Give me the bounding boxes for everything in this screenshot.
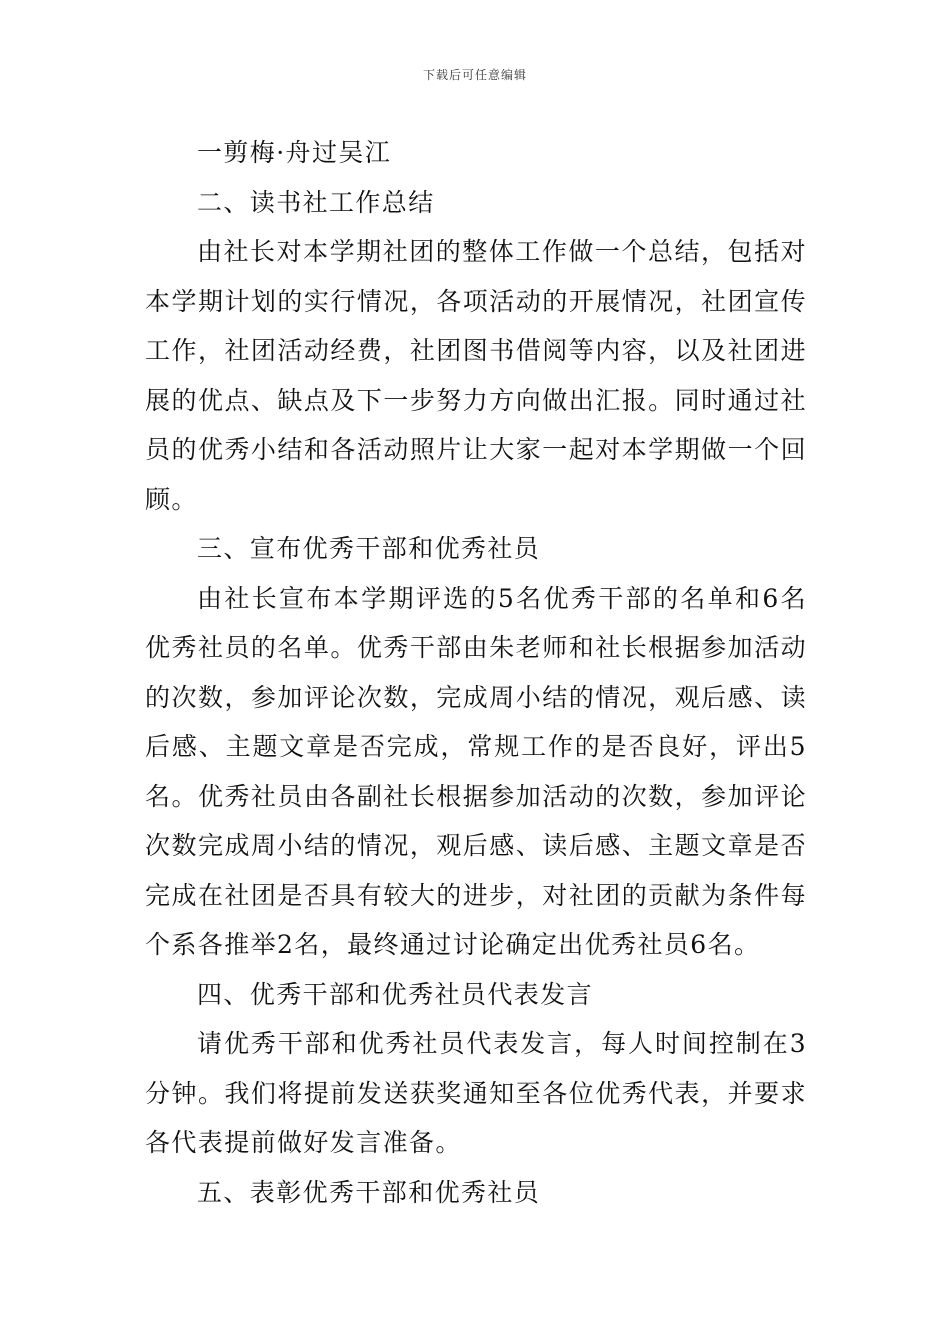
poem-title: 一剪梅·舟过吴江 (197, 138, 392, 167)
section-4-paragraph: 请优秀干部和优秀社员代表发言，每人时间控制在3分钟。我们将提前发送获奖通知至各位优秀代表，并要求各代表提前做好发言准备。 (145, 1029, 807, 1157)
section-heading-5: 五、表彰优秀干部和优秀社员 (197, 1177, 541, 1207)
section-heading-3: 三、宣布优秀干部和优秀社员 (197, 534, 541, 563)
section-heading-4: 四、优秀干部和优秀社员代表发言 (197, 979, 594, 1009)
page-header: 下载后可任意编辑 (422, 68, 527, 82)
document-body (145, 128, 807, 1217)
section-2-paragraph: 由社长对本学期社团的整体工作做一个总结，包括对本学期计划的实行情况，各项活动的开展情况，社团宣传工作，社团活动经费，社团图书借阅等内容，以及社团进展的优点、缺点及下一步努力方向做出汇报。同时通过社员的优秀小结和各活动照片让大家一起对本学期做一个回顾。 (145, 237, 807, 514)
section-heading-2: 二、读书社工作总结 (197, 187, 435, 217)
section-3-paragraph: 由社长宣布本学期评选的5名优秀干部的名单和6名优秀社员的名单。优秀干部由朱老师和社长根据参加活动的次数，参加评论次数，完成周小结的情况，观后感、读后感、主题文章是否完成，常规工作的是否良好，评出5名。优秀社员由各副社长根据参加活动的次数，参加评论次数完成周小结的情况，观后感、读后感、主题文章是否完成在社团是否具有较大的进步，对社团的贡献为条件每个系各推举2名，最终通过讨论确定出优秀社员6名。 (145, 583, 807, 959)
